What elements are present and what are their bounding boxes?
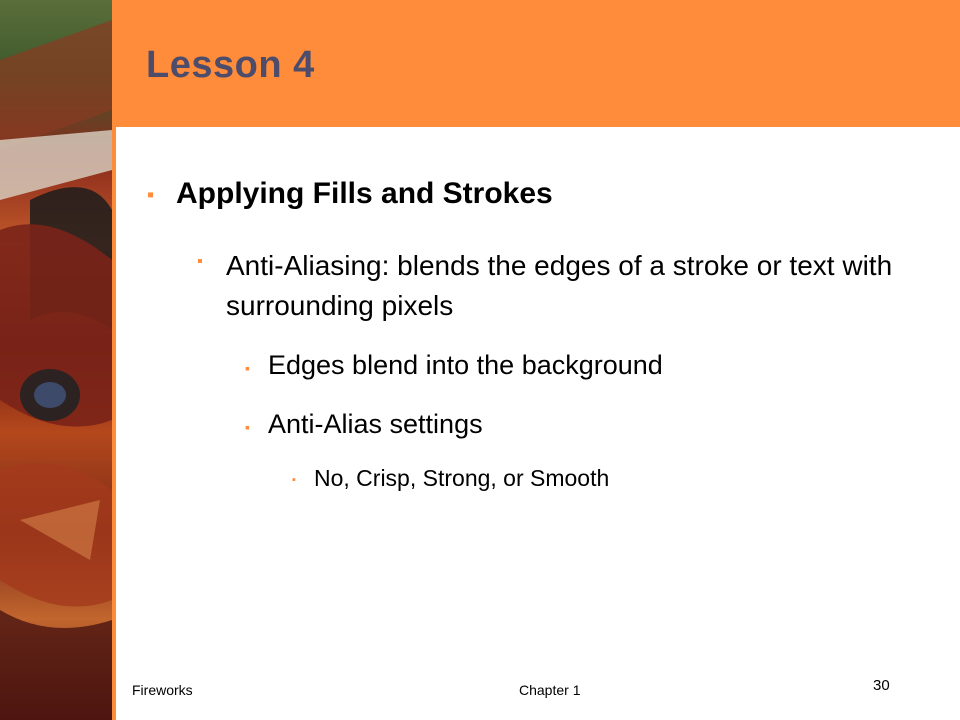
bullet-level4-text: No, Crisp, Strong, or Smooth <box>314 465 610 491</box>
bullet-level1-text: Applying Fills and Strokes <box>176 177 553 210</box>
bullet-level1-icon: ▪ <box>147 184 155 206</box>
bullet-level3-text: Anti-Alias settings <box>268 409 483 439</box>
side-photo-butterfly <box>0 0 112 720</box>
bullet-level3-text: Edges blend into the background <box>268 350 663 380</box>
bullet-level2-icon: ▪ <box>197 253 203 270</box>
bullet-level3-icon: ▪ <box>245 360 250 376</box>
slide-title: Lesson 4 <box>146 44 315 86</box>
footer-chapter: Chapter 1 <box>519 682 581 698</box>
footer-course: Fireworks <box>132 682 193 698</box>
page-number: 30 <box>873 677 890 694</box>
bullet-level2-text: Anti-Aliasing: blends the edges of a stroke or text with surrounding pixels <box>226 250 893 321</box>
bullet-level3-icon: ▪ <box>245 419 250 435</box>
bullet-level4-icon: ▪ <box>292 474 296 486</box>
